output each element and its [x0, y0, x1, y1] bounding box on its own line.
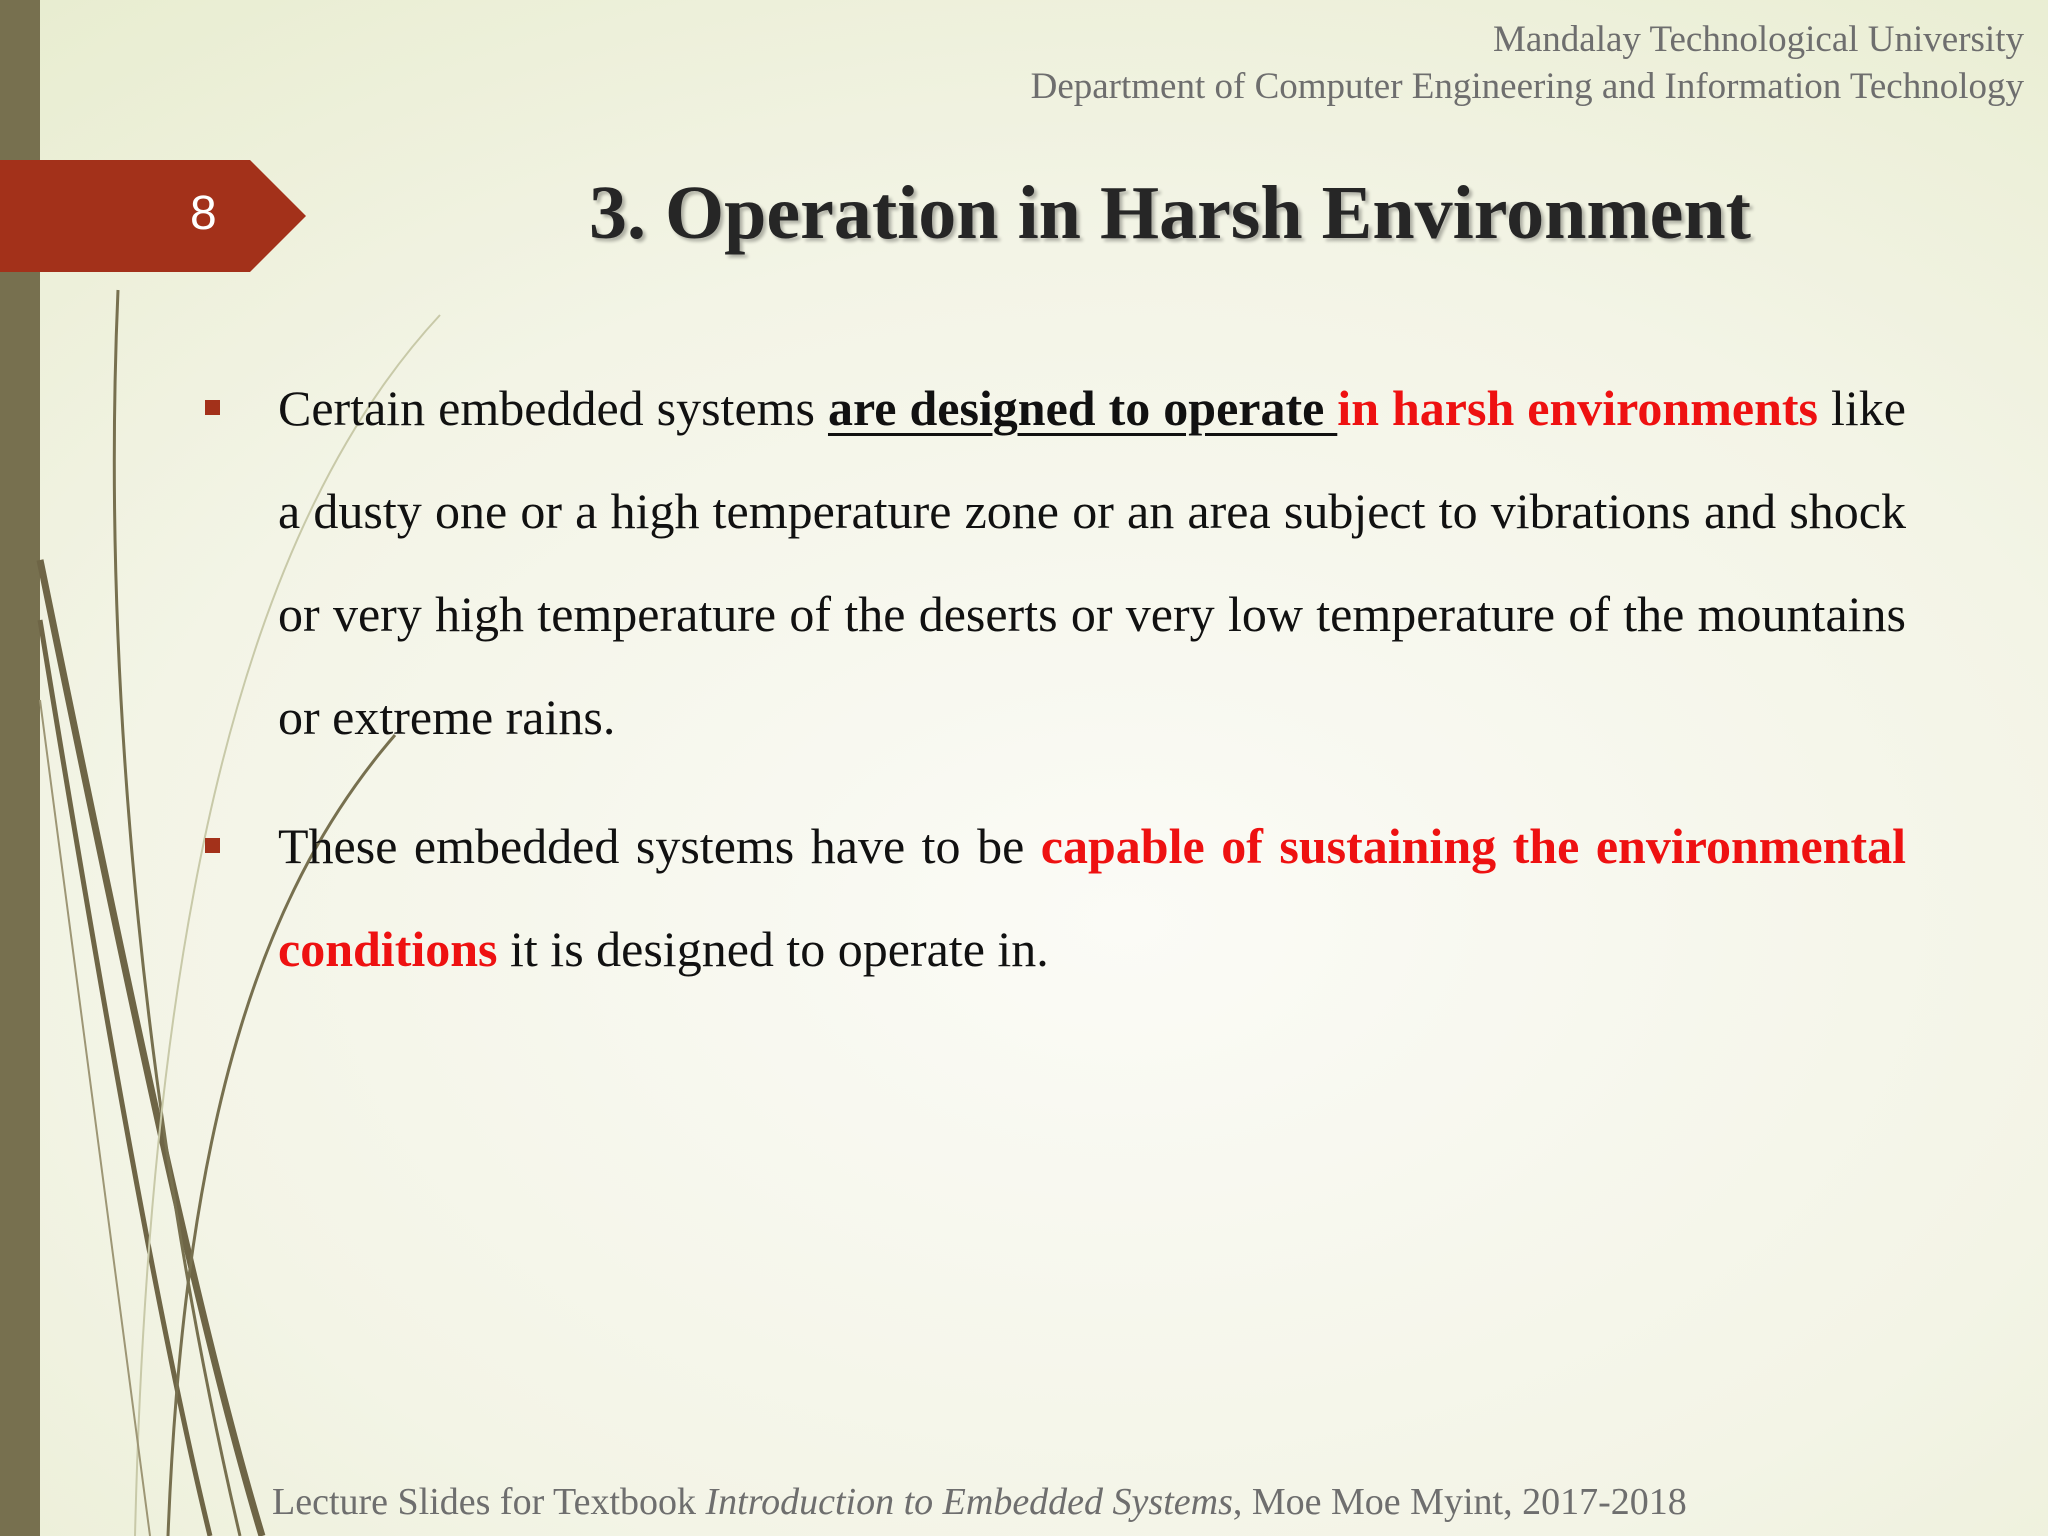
bullet-text: Certain embedded systems — [278, 380, 828, 436]
underlined-phrase: are designed to operate — [827, 380, 1338, 436]
footer-prefix: Lecture Slides for Textbook — [272, 1481, 706, 1523]
slide-title: 3. Operation in Harsh Environment — [589, 171, 1751, 255]
footer-suffix: , Moe Moe Myint, 2017-2018 — [1232, 1481, 1687, 1523]
bullet-marker — [205, 400, 220, 415]
university-name: Mandalay Technological University — [1492, 19, 2024, 60]
bullet-marker — [205, 838, 220, 853]
bullet-text: These embedded systems have to be — [278, 818, 1041, 874]
bullet-text: like a dusty one or a high temperature zone or an area subject to vibrations and shock or very high temperature of the deserts or very low temperature of the mountains or extreme rains. — [278, 380, 1906, 745]
bullet-point — [278, 795, 1906, 1001]
slide-number: 8 — [190, 187, 217, 240]
highlighted-phrase: in harsh environments — [1337, 380, 1819, 436]
footer-citation — [272, 1480, 1687, 1524]
footer-book-title: Introduction to Embedded Systems — [705, 1481, 1233, 1523]
department-name: Department of Computer Engineering and Information Technology — [1030, 66, 2024, 107]
bullet-point — [278, 357, 1906, 769]
slide-number-tab — [0, 160, 306, 272]
highlighted-phrase: capable of sustaining the environmental conditions — [278, 818, 1906, 977]
bullet-text: it is designed to operate in. — [497, 921, 1049, 977]
